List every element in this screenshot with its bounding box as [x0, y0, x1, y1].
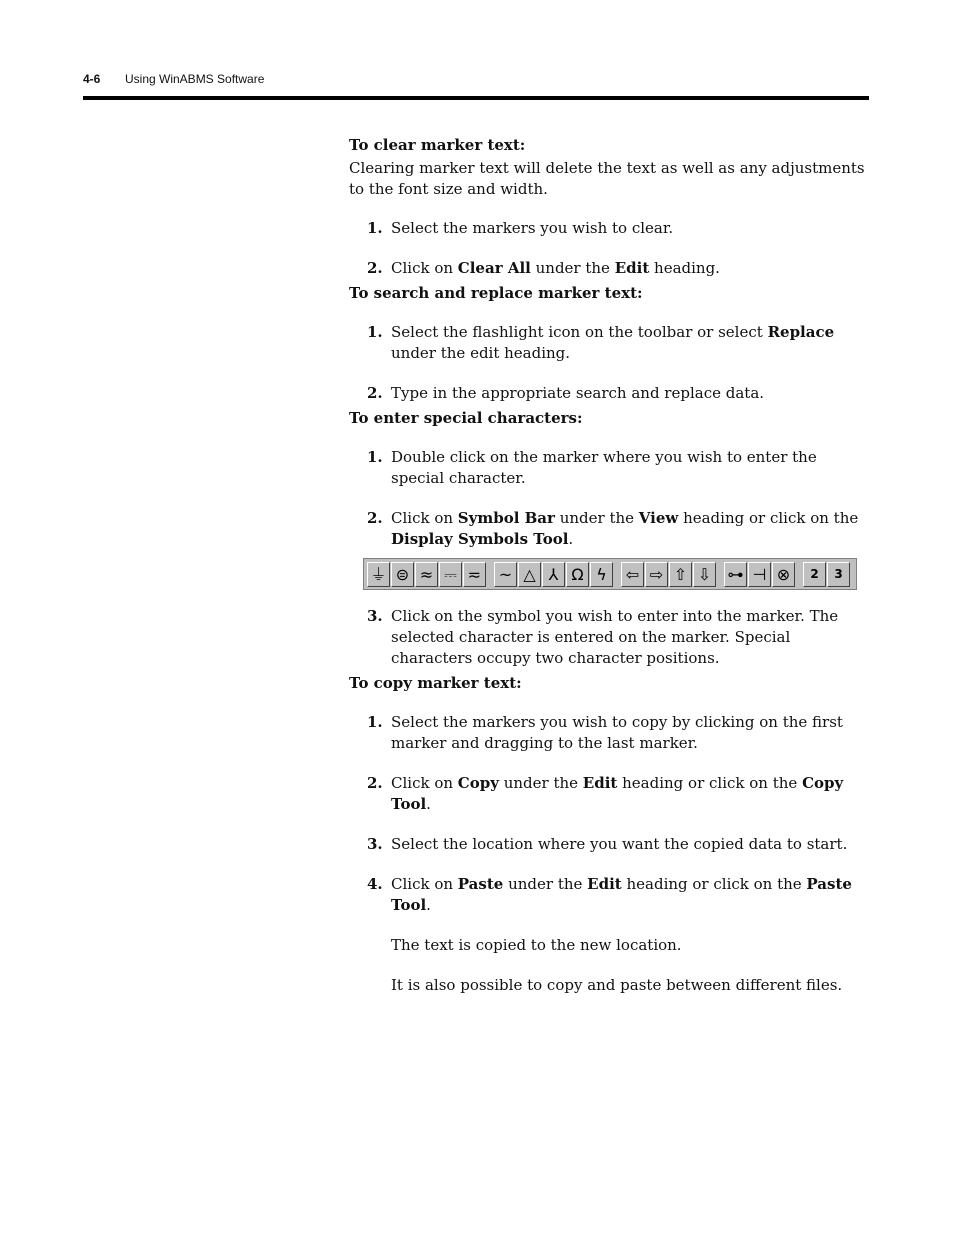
paste-label: Paste [457, 875, 504, 893]
list-item [349, 218, 869, 239]
superscript-2-icon[interactable]: 2 [803, 562, 826, 587]
header-rule [83, 96, 869, 100]
delta-icon[interactable]: △ [518, 562, 541, 587]
step-text: Click on [391, 259, 458, 277]
replace-label: Replace [767, 323, 835, 341]
step-text: Select the markers you wish to copy by clicking on the first marker and dragging to the last marker. [391, 713, 843, 752]
copy-steps [349, 712, 869, 996]
step-text: under the [498, 774, 583, 792]
step-number: 1. [367, 713, 383, 731]
paste-tool-label: Paste Tool [391, 875, 852, 914]
step-text: Select the flashlight icon on the toolbar or select [391, 323, 768, 341]
display-symbols-tool-label: Display Symbols Tool [391, 530, 569, 548]
step-text: under the [503, 875, 588, 893]
list-item [349, 712, 869, 754]
symbol-bar-label: Symbol Bar [457, 509, 555, 527]
step-text: Type in the appropriate search and replace data. [391, 384, 765, 402]
step-number: 3. [367, 607, 383, 625]
arrow-down-icon[interactable]: ⇩ [693, 562, 716, 587]
search-steps [349, 322, 869, 404]
step-text: heading or click on the [678, 509, 859, 527]
page-number: 4-6 [83, 72, 101, 86]
clear-steps [349, 218, 869, 279]
ground-icon[interactable]: ⏚ [367, 562, 390, 587]
copy-note: The text is copied to the new location. [391, 936, 682, 954]
clear-heading: To clear marker text: [349, 136, 526, 154]
lamp-icon[interactable]: ⊗ [772, 562, 795, 587]
clear-all-label: Clear All [457, 259, 531, 277]
step-number: 1. [367, 448, 383, 466]
step-text: . [426, 795, 431, 813]
switch-icon[interactable]: ⊶ [724, 562, 747, 587]
list-item [349, 322, 869, 364]
special-steps [349, 447, 869, 669]
clear-intro: Clearing marker text will delete the text as well as any adjustments to the font size and width. [349, 159, 865, 198]
list-item [349, 874, 869, 916]
copy-label: Copy [457, 774, 499, 792]
step-text: Double click on the marker where you wish to enter the special character. [391, 448, 817, 487]
step-text: Click on [391, 509, 458, 527]
step-text: under the edit heading. [391, 344, 571, 362]
ac-icon[interactable]: ≂ [463, 562, 486, 587]
lightning-icon[interactable]: ϟ [590, 562, 613, 587]
step-number: 1. [367, 219, 383, 237]
step-text: . [568, 530, 574, 548]
diode-icon[interactable]: ⊣ [748, 562, 771, 587]
step-text: Click on [391, 774, 458, 792]
step-text: under the [530, 259, 615, 277]
edit-label: Edit [614, 259, 650, 277]
dc-icon[interactable]: ⎓ [439, 562, 462, 587]
step-number: 3. [367, 835, 383, 853]
step-text: Select the markers you wish to clear. [391, 219, 674, 237]
step-text: Click on the symbol you wish to enter into the marker. The selected character is entered on the marker. Special characters occupy two character positions. [391, 607, 839, 667]
superscript-3-icon[interactable]: 3 [827, 562, 850, 587]
step-text: Select the location where you want the copied data to start. [391, 835, 848, 853]
copy-heading: To copy marker text: [349, 674, 522, 692]
list-item [349, 508, 869, 550]
page-content [349, 135, 869, 1015]
edit-label: Edit [582, 774, 618, 792]
special-heading: To enter special characters: [349, 409, 583, 427]
step-text: heading or click on the [617, 774, 803, 792]
page-header [83, 72, 264, 86]
tilde-icon[interactable]: ~ [494, 562, 517, 587]
step-text: Click on [391, 875, 458, 893]
list-item [349, 447, 869, 489]
arrow-up-icon[interactable]: ⇧ [669, 562, 692, 587]
earth-ground-icon[interactable]: ⊜ [391, 562, 414, 587]
view-label: View [638, 509, 679, 527]
step-number: 2. [367, 384, 383, 402]
ohm-icon[interactable]: Ω [566, 562, 589, 587]
step-text: . [426, 896, 431, 914]
list-item [349, 773, 869, 815]
step-number: 4. [367, 875, 383, 893]
wye-icon[interactable]: ⅄ [542, 562, 565, 587]
list-item [349, 258, 869, 279]
step-number: 2. [367, 259, 383, 277]
approx-icon[interactable]: ≈ [415, 562, 438, 587]
list-item [349, 606, 869, 669]
step-number: 2. [367, 774, 383, 792]
arrow-right-icon[interactable]: ⇨ [645, 562, 668, 587]
list-item [349, 834, 869, 855]
list-item [349, 383, 869, 404]
running-title: Using WinABMS Software [125, 72, 265, 86]
edit-label: Edit [587, 875, 622, 893]
step-number: 2. [367, 509, 383, 527]
step-text: under the [554, 509, 639, 527]
arrow-left-icon[interactable]: ⇦ [621, 562, 644, 587]
step-number: 1. [367, 323, 383, 341]
copy-note: It is also possible to copy and paste between different files. [391, 976, 843, 994]
step-text: heading or click on the [621, 875, 807, 893]
symbol-toolbar [363, 558, 857, 590]
search-heading: To search and replace marker text: [349, 284, 643, 302]
copy-tool-label: Copy Tool [391, 774, 844, 813]
step-text: heading. [649, 259, 720, 277]
